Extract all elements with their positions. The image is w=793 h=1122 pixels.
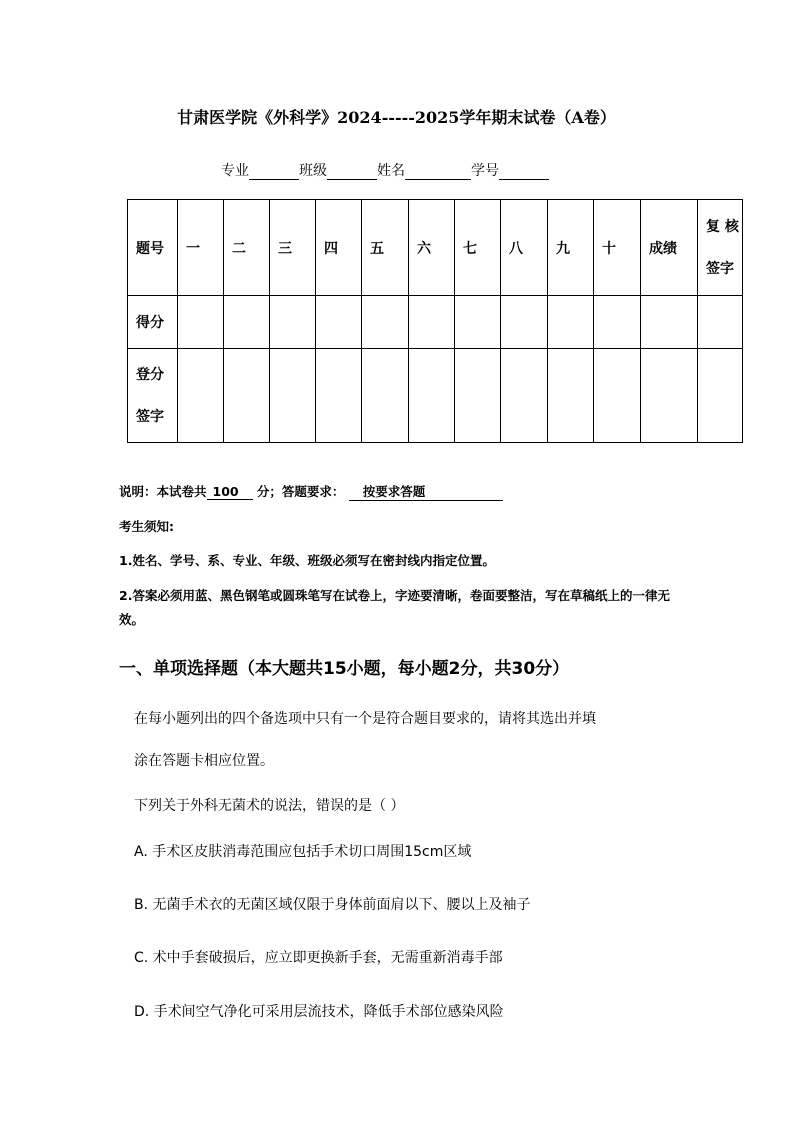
notice-2: 2.答案必须用蓝、黑色钢笔或圆珠笔写在试卷上，字迹要清晰，卷面要整洁，写在草稿纸上的一律无效。 bbox=[119, 588, 670, 627]
notice-1: 1.姓名、学号、系、专业、年级、班级必须写在密封线内指定位置。 bbox=[119, 553, 495, 568]
cell: 题号 bbox=[128, 200, 178, 296]
instruction-line-1: 在每小题列出的四个备选项中只有一个是符合题目要求的，请将其选出并填 bbox=[134, 711, 596, 727]
student-info-line bbox=[221, 160, 549, 180]
name-blank[interactable] bbox=[405, 163, 471, 180]
exam-description bbox=[119, 482, 503, 501]
score-cell[interactable] bbox=[698, 296, 743, 349]
sign-cell[interactable] bbox=[548, 349, 594, 443]
score-cell[interactable] bbox=[224, 296, 270, 349]
cell: 九 bbox=[548, 200, 594, 296]
sign-cell[interactable] bbox=[409, 349, 455, 443]
option-d[interactable]: D. 手术间空气净化可采用层流技术，降低手术部位感染风险 bbox=[134, 1004, 504, 1020]
requirement: 按要求答题 bbox=[349, 482, 503, 501]
sign-cell[interactable] bbox=[501, 349, 548, 443]
exam-title: 甘肃医学院《外科学》2024-----2025学年期末试卷（A卷） bbox=[177, 108, 616, 127]
cell: 四 bbox=[316, 200, 362, 296]
sign-cell[interactable] bbox=[270, 349, 316, 443]
cell: 十 bbox=[594, 200, 641, 296]
cell: 一 bbox=[178, 200, 224, 296]
sign-cell[interactable] bbox=[698, 349, 743, 443]
option-a[interactable]: A. 手术区皮肤消毒范围应包括手术切口周围15cm区域 bbox=[134, 844, 472, 860]
question-stem: 下列关于外科无菌术的说法，错误的是（ ） bbox=[134, 798, 405, 814]
notice-title: 考生须知: bbox=[119, 519, 174, 534]
signature-row bbox=[128, 349, 743, 443]
sign-cell[interactable] bbox=[455, 349, 501, 443]
desc-prefix: 说明：本试卷共 bbox=[119, 484, 207, 499]
score-cell[interactable] bbox=[455, 296, 501, 349]
instruction-line-2: 涂在答题卡相应位置。 bbox=[134, 753, 274, 769]
header-row bbox=[128, 200, 743, 296]
score-cell[interactable] bbox=[270, 296, 316, 349]
major-blank[interactable] bbox=[249, 163, 299, 180]
sign-cell[interactable] bbox=[594, 349, 641, 443]
sign-cell[interactable] bbox=[224, 349, 270, 443]
major-label: 专业 bbox=[221, 163, 249, 179]
sign-cell[interactable] bbox=[316, 349, 362, 443]
option-b[interactable]: B. 无菌手术衣的无菌区域仅限于身体前面肩以下、腰以上及袖子 bbox=[134, 897, 531, 913]
cell: 成绩 bbox=[641, 200, 698, 296]
score-cell[interactable] bbox=[501, 296, 548, 349]
score-cell[interactable] bbox=[594, 296, 641, 349]
sign-cell[interactable] bbox=[641, 349, 698, 443]
cell: 得分 bbox=[128, 296, 178, 349]
total-score: 100 bbox=[207, 484, 253, 500]
sign-cell[interactable] bbox=[178, 349, 224, 443]
desc-mid: 分；答题要求： bbox=[256, 484, 345, 499]
sign-cell[interactable] bbox=[362, 349, 409, 443]
score-cell[interactable] bbox=[316, 296, 362, 349]
cell: 二 bbox=[224, 200, 270, 296]
cell: 复 核 签字 bbox=[698, 200, 743, 296]
cell: 七 bbox=[455, 200, 501, 296]
name-label: 姓名 bbox=[377, 163, 405, 179]
section-heading: 一、单项选择题（本大题共15小题，每小题2分，共30分） bbox=[119, 659, 570, 679]
cell: 五 bbox=[362, 200, 409, 296]
score-row bbox=[128, 296, 743, 349]
cell: 登分 签字 bbox=[128, 349, 178, 443]
score-cell[interactable] bbox=[362, 296, 409, 349]
class-label: 班级 bbox=[299, 163, 327, 179]
cell: 六 bbox=[409, 200, 455, 296]
cell: 三 bbox=[270, 200, 316, 296]
score-cell[interactable] bbox=[641, 296, 698, 349]
score-cell[interactable] bbox=[548, 296, 594, 349]
cell: 八 bbox=[501, 200, 548, 296]
id-label: 学号 bbox=[471, 163, 499, 179]
class-blank[interactable] bbox=[327, 163, 377, 180]
id-blank[interactable] bbox=[499, 163, 549, 180]
score-table bbox=[127, 199, 743, 443]
option-c[interactable]: C. 术中手套破损后，应立即更换新手套，无需重新消毒手部 bbox=[134, 950, 503, 966]
score-cell[interactable] bbox=[178, 296, 224, 349]
score-cell[interactable] bbox=[409, 296, 455, 349]
